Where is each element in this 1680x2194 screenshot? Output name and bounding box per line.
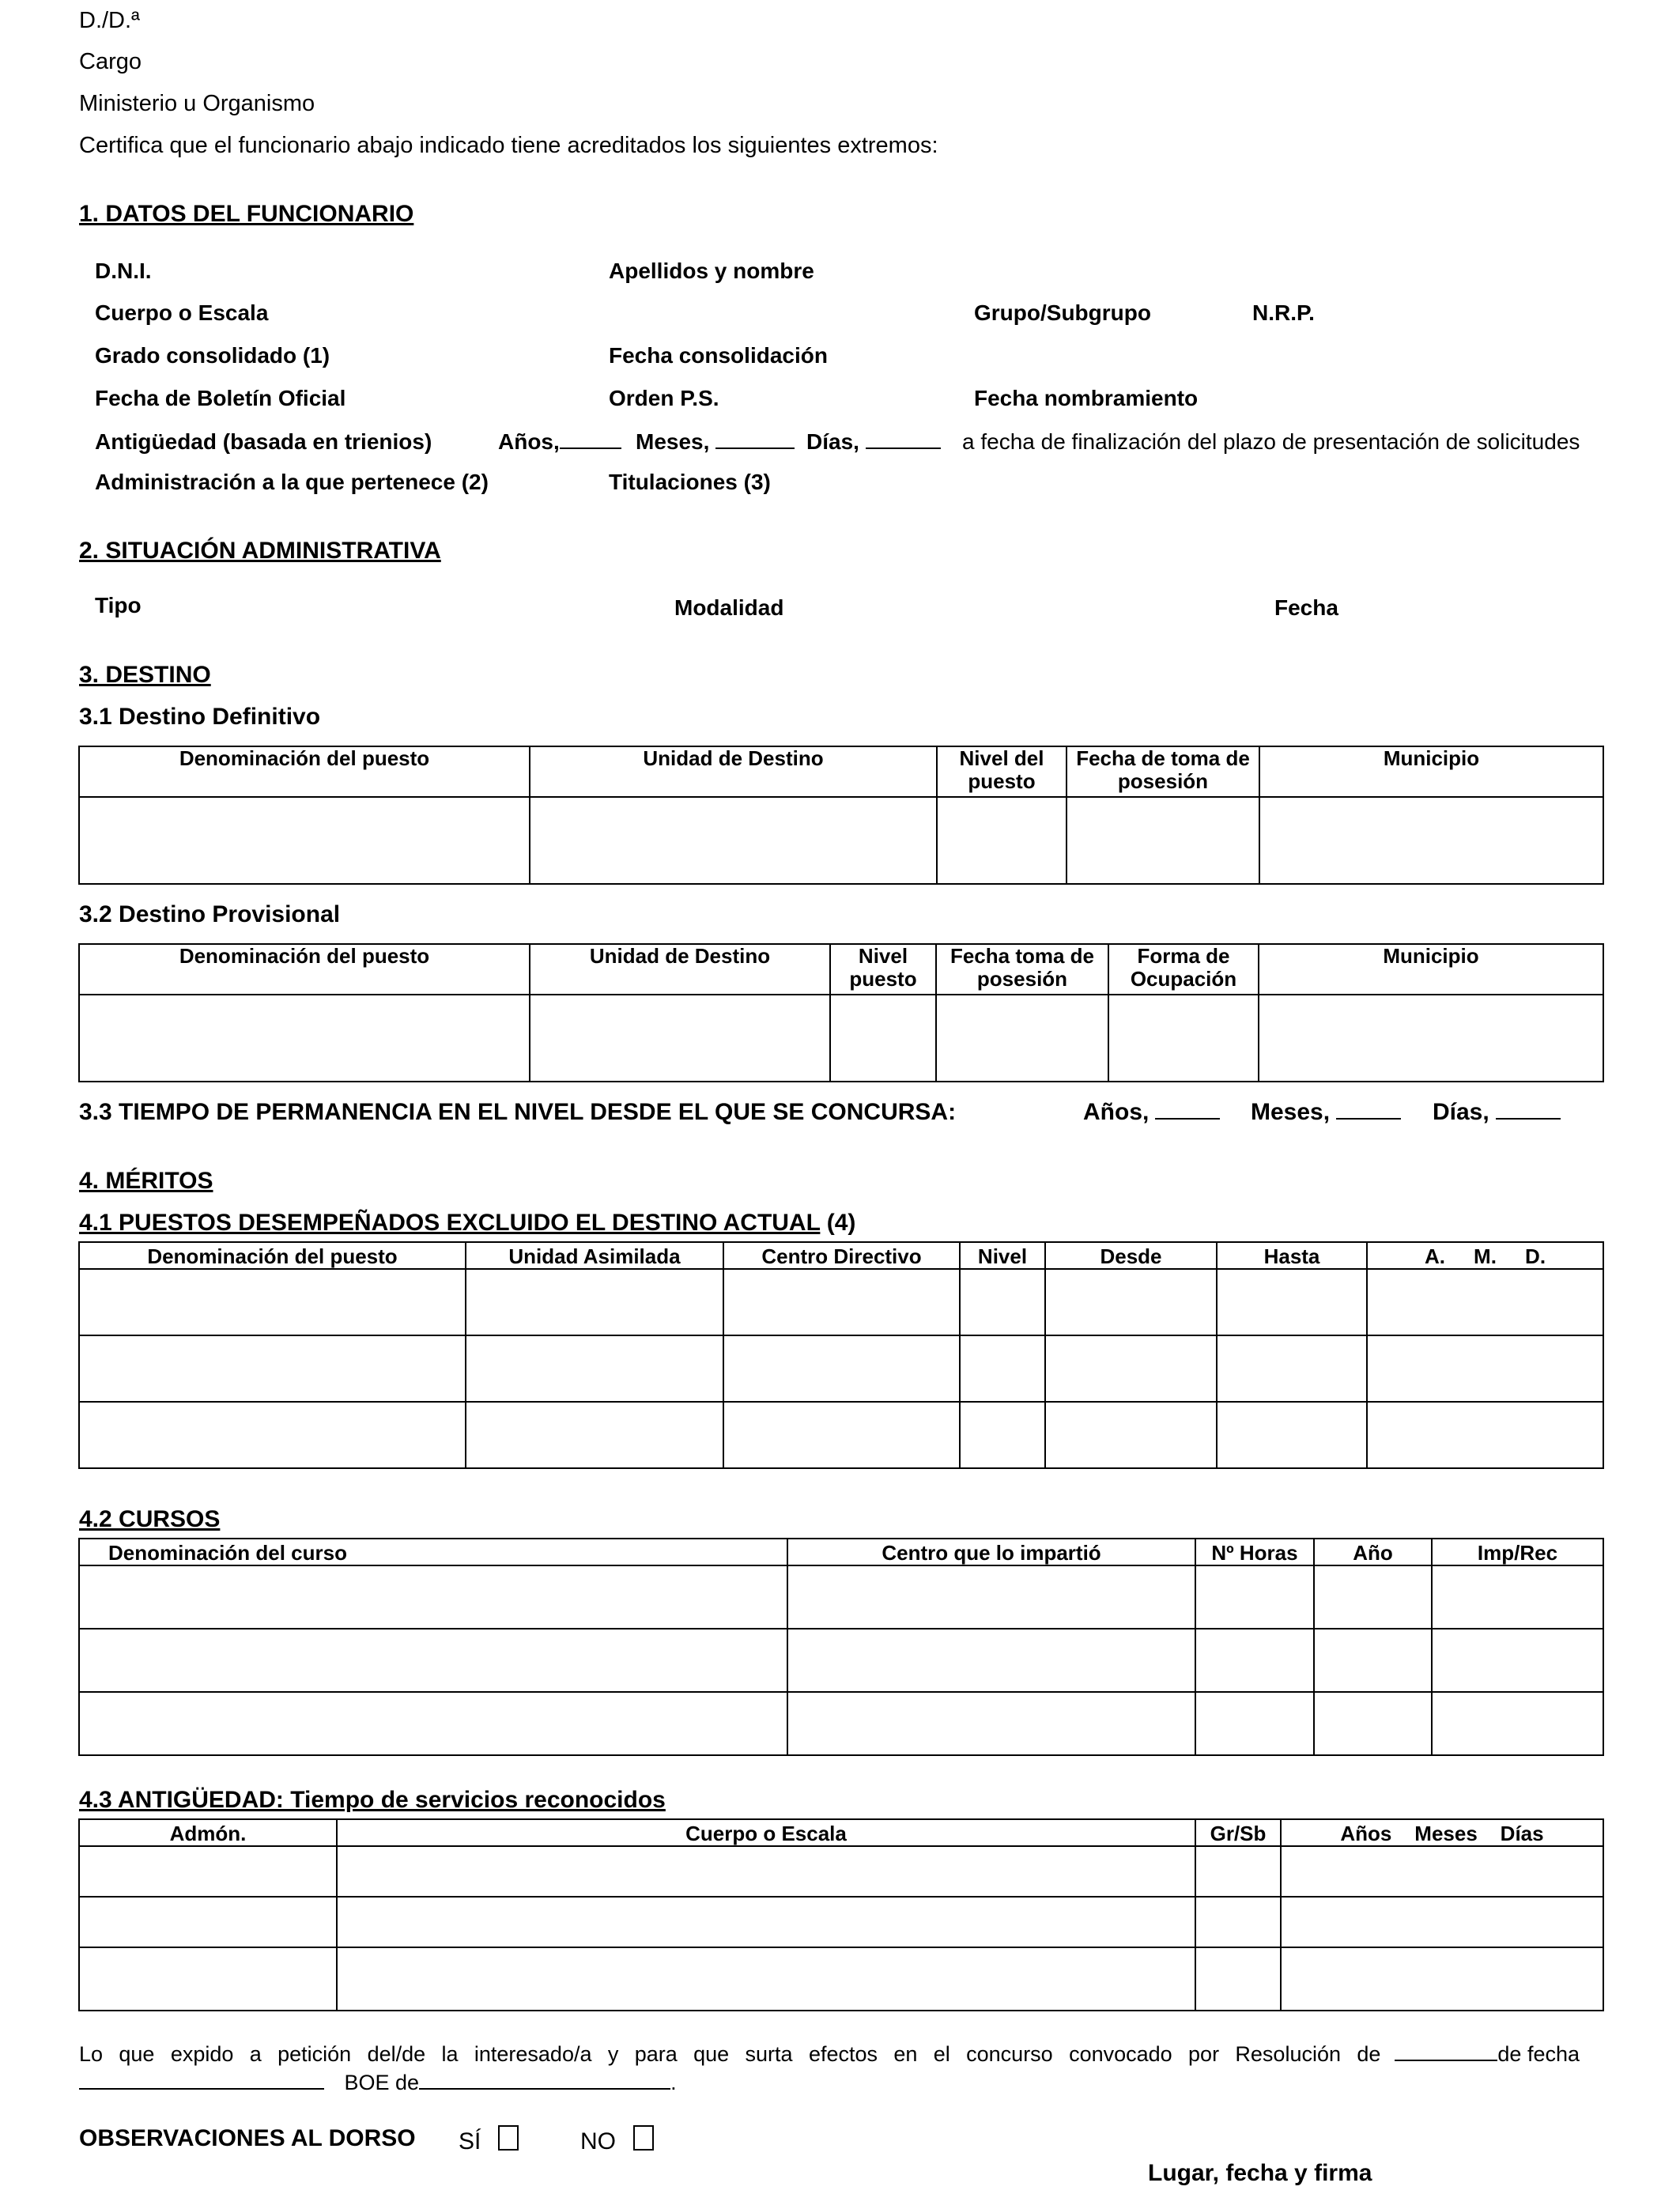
antiguedad-dias-label: Días, xyxy=(806,429,859,454)
permanencia-anos-label: Años, xyxy=(1083,1099,1150,1125)
section-3-2-title: 3.2 Destino Provisional xyxy=(79,901,341,927)
col-nivel-puesto: Nivel puesto xyxy=(830,944,936,995)
footer-expido-text: Lo que expido a petición del/de la interesado/a y para que surta efectos en el concurso convocado por Resolución de xyxy=(79,2042,1381,2066)
cell[interactable] xyxy=(1314,1692,1432,1755)
antiguedad-dias xyxy=(806,429,941,455)
cell[interactable] xyxy=(1281,1947,1603,2011)
label-cuerpo: Cuerpo o Escala xyxy=(95,300,269,325)
label-fecha-consolidacion: Fecha consolidación xyxy=(609,343,828,368)
cell[interactable] xyxy=(1281,1897,1603,1947)
cell[interactable] xyxy=(530,995,830,1082)
section-3-1-title: 3.1 Destino Definitivo xyxy=(79,704,321,730)
cell[interactable] xyxy=(466,1269,723,1335)
table-row xyxy=(79,1897,1603,1947)
cell[interactable] xyxy=(79,1846,337,1897)
table-row xyxy=(79,1846,1603,1897)
tiempo-permanencia: 3.3 TIEMPO DE PERMANENCIA EN EL NIVEL DESDE EL QUE SE CONCURSA: xyxy=(79,1099,957,1125)
cell[interactable] xyxy=(936,995,1108,1082)
header-certifica: Certifica que el funcionario abajo indicado tiene acreditados los siguientes extremos: xyxy=(79,133,938,158)
cell[interactable] xyxy=(79,1947,337,2011)
no-label: NO xyxy=(580,2128,616,2154)
observaciones-label: OBSERVACIONES AL DORSO xyxy=(79,2125,416,2151)
permanencia-meses-label: Meses, xyxy=(1251,1099,1331,1125)
label-orden: Orden P.S. xyxy=(609,386,719,410)
footer-boe: BOE de xyxy=(344,2071,420,2094)
table-row xyxy=(79,1565,1603,1629)
no-checkbox[interactable] xyxy=(633,2125,654,2151)
cell[interactable] xyxy=(79,1629,787,1692)
cell[interactable] xyxy=(787,1629,1195,1692)
col-desde: Desde xyxy=(1045,1242,1217,1269)
lugar-fecha-firma: Lugar, fecha y firma xyxy=(1148,2160,1372,2186)
section-4-1-title xyxy=(79,1210,855,1237)
footer-expido-line xyxy=(79,2042,1580,2067)
cell[interactable] xyxy=(79,1565,787,1629)
cell[interactable] xyxy=(1432,1629,1603,1692)
col-amd: A. M. D. xyxy=(1367,1242,1603,1269)
permanencia-anos xyxy=(1083,1099,1220,1126)
footer-boe-line xyxy=(79,2071,677,2095)
cell[interactable] xyxy=(830,995,936,1082)
table-row xyxy=(79,1269,1603,1335)
col-forma-ocupacion: Forma de Ocupación xyxy=(1108,944,1259,995)
cell[interactable] xyxy=(1367,1335,1603,1402)
cell[interactable] xyxy=(337,1897,1195,1947)
col-unidad-destino: Unidad de Destino xyxy=(530,944,830,995)
col-fecha-toma-posesion: Fecha toma de posesión xyxy=(936,944,1108,995)
cell[interactable] xyxy=(723,1269,960,1335)
cell[interactable] xyxy=(337,1947,1195,2011)
footer-period: . xyxy=(670,2071,677,2094)
col-denominacion-puesto: Denominación del puesto xyxy=(79,1242,466,1269)
col-ano: Año xyxy=(1314,1539,1432,1565)
antiguedad-nota: a fecha de finalización del plazo de presentación de solicitudes xyxy=(962,429,1580,454)
si-label: SÍ xyxy=(459,2128,481,2154)
col-centro-impartio: Centro que lo impartió xyxy=(787,1539,1195,1565)
cell[interactable] xyxy=(530,797,937,884)
boe-blank[interactable] xyxy=(419,2088,670,2090)
antiguedad-meses xyxy=(636,429,795,455)
label-grado: Grado consolidado (1) xyxy=(95,343,330,368)
section-4-title: 4. MÉRITOS xyxy=(79,1168,213,1194)
label-fecha-nombramiento: Fecha nombramiento xyxy=(974,386,1199,410)
cell[interactable] xyxy=(1217,1402,1367,1468)
label-dni: D.N.I. xyxy=(95,259,152,283)
section-4-3-title: 4.3 ANTIGÜEDAD: Tiempo de servicios reconocidos xyxy=(79,1787,666,1813)
col-hasta: Hasta xyxy=(1217,1242,1367,1269)
cell[interactable] xyxy=(787,1565,1195,1629)
col-municipio: Municipio xyxy=(1259,746,1603,797)
antiguedad-anos-label: Años, xyxy=(498,429,560,454)
cell[interactable] xyxy=(1367,1402,1603,1468)
cell[interactable] xyxy=(79,995,530,1082)
label-antiguedad: Antigüedad (basada en trienios) xyxy=(95,429,432,454)
section-1-title: 1. DATOS DEL FUNCIONARIO xyxy=(79,201,414,227)
table-row xyxy=(79,1692,1603,1755)
section-4-1-title-note: (4) xyxy=(820,1210,856,1236)
cell[interactable] xyxy=(1259,797,1603,884)
table-cursos xyxy=(78,1538,1604,1756)
cell[interactable] xyxy=(79,1402,466,1468)
label-administracion: Administración a la que pertenece (2) xyxy=(95,470,489,494)
cell[interactable] xyxy=(960,1402,1045,1468)
header-ministerio: Ministerio u Organismo xyxy=(79,91,315,116)
table-puestos-desempenados xyxy=(78,1241,1604,1469)
col-centro-directivo: Centro Directivo xyxy=(723,1242,960,1269)
col-horas: Nº Horas xyxy=(1195,1539,1314,1565)
cell[interactable] xyxy=(1045,1269,1217,1335)
cell[interactable] xyxy=(1432,1692,1603,1755)
table-row xyxy=(79,1402,1603,1468)
header-cargo: Cargo xyxy=(79,49,142,74)
table-row xyxy=(79,1335,1603,1402)
table-row xyxy=(79,995,1603,1082)
permanencia-dias-label: Días, xyxy=(1433,1099,1489,1125)
cell[interactable] xyxy=(937,797,1067,884)
cell[interactable] xyxy=(1259,995,1603,1082)
cell[interactable] xyxy=(466,1402,723,1468)
col-unidad-asimilada: Unidad Asimilada xyxy=(466,1242,723,1269)
col-imp-rec: Imp/Rec xyxy=(1432,1539,1603,1565)
cell[interactable] xyxy=(337,1846,1195,1897)
cell[interactable] xyxy=(723,1402,960,1468)
section-4-1-title-text: 4.1 PUESTOS DESEMPEÑADOS EXCLUIDO EL DESTINO ACTUAL xyxy=(79,1210,821,1236)
cell[interactable] xyxy=(1314,1629,1432,1692)
label-tipo: Tipo xyxy=(95,593,142,617)
col-denominacion-curso: Denominación del curso xyxy=(79,1539,787,1565)
cell[interactable] xyxy=(79,797,530,884)
col-anos-meses-dias: Años Meses Días xyxy=(1281,1819,1603,1846)
table-destino-provisional xyxy=(78,943,1604,1082)
cell[interactable] xyxy=(1195,1897,1281,1947)
antiguedad-anos xyxy=(498,429,621,455)
permanencia-meses-blank[interactable] xyxy=(1336,1118,1401,1120)
col-nivel-puesto: Nivel del puesto xyxy=(937,746,1067,797)
col-admon: Admón. xyxy=(79,1819,337,1846)
col-municipio: Municipio xyxy=(1259,944,1603,995)
cell[interactable] xyxy=(1367,1269,1603,1335)
cell[interactable] xyxy=(1217,1335,1367,1402)
table-destino-definitivo xyxy=(78,746,1604,885)
col-gr-sb: Gr/Sb xyxy=(1195,1819,1281,1846)
section-4-2-title: 4.2 CURSOS xyxy=(79,1506,221,1532)
label-grupo: Grupo/Subgrupo xyxy=(974,300,1151,325)
label-fecha-boletin: Fecha de Boletín Oficial xyxy=(95,386,346,410)
cell[interactable] xyxy=(1195,1846,1281,1897)
label-apellidos: Apellidos y nombre xyxy=(609,259,814,283)
permanencia-dias xyxy=(1433,1099,1561,1126)
cell[interactable] xyxy=(1195,1629,1314,1692)
cell[interactable] xyxy=(787,1692,1195,1755)
table-row xyxy=(79,797,1603,884)
cell[interactable] xyxy=(1067,797,1259,884)
col-cuerpo-escala: Cuerpo o Escala xyxy=(337,1819,1195,1846)
table-antiguedad xyxy=(78,1818,1604,2011)
fecha-blank[interactable] xyxy=(79,2088,324,2090)
permanencia-meses xyxy=(1251,1099,1401,1126)
footer-de-fecha: de fecha xyxy=(1497,2042,1580,2066)
col-unidad-destino: Unidad de Destino xyxy=(530,746,937,797)
antiguedad-dias-blank[interactable] xyxy=(866,447,941,449)
observaciones-no xyxy=(580,2125,654,2155)
cell[interactable] xyxy=(1217,1269,1367,1335)
cell[interactable] xyxy=(1045,1402,1217,1468)
cell[interactable] xyxy=(79,1269,466,1335)
label-modalidad: Modalidad xyxy=(674,595,784,620)
cell[interactable] xyxy=(1432,1565,1603,1629)
antiguedad-meses-label: Meses, xyxy=(636,429,710,454)
observaciones-si xyxy=(459,2125,519,2155)
antiguedad-anos-blank[interactable] xyxy=(560,447,621,449)
cell[interactable] xyxy=(79,1897,337,1947)
section-2-title: 2. SITUACIÓN ADMINISTRATIVA xyxy=(79,538,441,564)
table-row xyxy=(79,1629,1603,1692)
cell[interactable] xyxy=(1195,1947,1281,2011)
label-nrp: N.R.P. xyxy=(1252,300,1315,325)
col-denominacion-puesto: Denominación del puesto xyxy=(79,746,530,797)
cell[interactable] xyxy=(1195,1565,1314,1629)
col-fecha-toma-posesion: Fecha de toma de posesión xyxy=(1067,746,1259,797)
antiguedad-meses-blank[interactable] xyxy=(715,447,795,449)
permanencia-anos-blank[interactable] xyxy=(1155,1118,1220,1120)
cell[interactable] xyxy=(1281,1846,1603,1897)
cell[interactable] xyxy=(960,1269,1045,1335)
cell[interactable] xyxy=(466,1335,723,1402)
cell[interactable] xyxy=(1314,1565,1432,1629)
permanencia-dias-blank[interactable] xyxy=(1496,1118,1561,1120)
section-3-title: 3. DESTINO xyxy=(79,662,211,688)
cell[interactable] xyxy=(79,1692,787,1755)
cell[interactable] xyxy=(1108,995,1259,1082)
col-nivel: Nivel xyxy=(960,1242,1045,1269)
cell[interactable] xyxy=(1195,1692,1314,1755)
cell[interactable] xyxy=(723,1335,960,1402)
col-denominacion-puesto: Denominación del puesto xyxy=(79,944,530,995)
resolucion-blank[interactable] xyxy=(1395,2060,1497,2061)
cell[interactable] xyxy=(79,1335,466,1402)
header-addressee: D./D.ª xyxy=(79,8,140,33)
table-row xyxy=(79,1947,1603,2011)
cell[interactable] xyxy=(1045,1335,1217,1402)
label-titulaciones: Titulaciones (3) xyxy=(609,470,771,494)
cell[interactable] xyxy=(960,1335,1045,1402)
label-fecha-situacion: Fecha xyxy=(1274,595,1338,620)
si-checkbox[interactable] xyxy=(498,2125,519,2151)
